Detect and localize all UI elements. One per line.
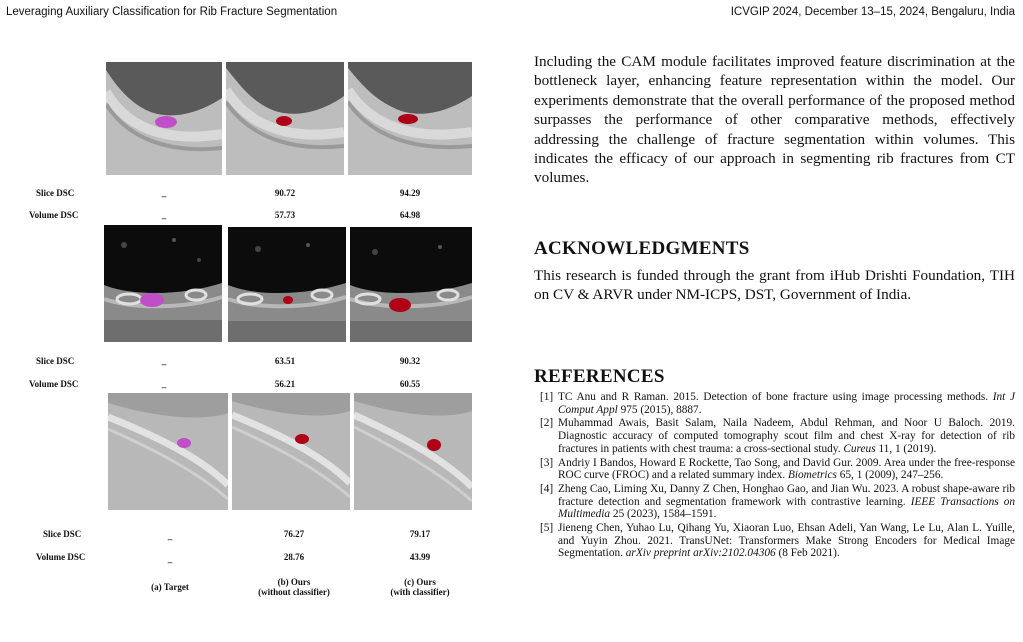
- value-r3-volume-b: 28.76: [283, 552, 305, 562]
- pred-mask-c1: [398, 114, 418, 124]
- metric-label-slice: Slice DSC: [36, 188, 75, 198]
- metric-label-volume: Volume DSC: [29, 379, 79, 389]
- scan-row1-ours-cls: [348, 62, 472, 175]
- pred-mask-c2: [389, 298, 411, 312]
- metric-label-volume: Volume DSC: [36, 552, 86, 562]
- scan-row2-ours-no-cls: [228, 227, 346, 342]
- reference-item: [2] Muhammad Awais, Basit Salam, Naila Nadeem, Abdul Rehman, and Noor U Baloch. 2019. Diagnostic accuracy of computed tomography scout film and chest X-ray for detection of rib fractures in patients with chest trauma: a cross-sectional study. Cureus 11, 1 (2019).: [540, 417, 1015, 455]
- value-r2-volume-c: 60.55: [399, 379, 421, 389]
- scan-row3-ours-cls: [354, 393, 472, 510]
- scan-row2-ours-cls: [350, 227, 472, 342]
- reference-item: [4] Zheng Cao, Liming Xu, Danny Z Chen, Honghao Gao, and Jian Wu. 2023. A robust shape-aware rib fracture detection and segmentation framework with contrastive learning. IEEE Transactions on Multimedia 25 (2023), 1584–1591.: [540, 483, 1015, 521]
- value-r1-volume-b: 57.73: [274, 210, 296, 220]
- value-r2-volume-b: 56.21: [274, 379, 296, 389]
- scan-row2-target: [104, 225, 222, 342]
- reference-item: [5] Jieneng Chen, Yuhao Lu, Qihang Yu, Xiaoran Luo, Ehsan Adeli, Yan Wang, Le Lu, Alan L. Yuille, and Yuyin Zhou. 2021. TransUNet: Transformers Make Strong Encoders for Medical Image Segmentation. arXiv preprint arXiv:2102.04306 (8 Feb 2021).: [540, 522, 1015, 560]
- pred-mask-c3: [427, 439, 441, 451]
- scan-row1-target: [106, 62, 222, 175]
- value-r2-slice-a: _: [161, 356, 167, 366]
- value-r2-slice-c: 90.32: [399, 356, 421, 366]
- references-heading: REFERENCES: [534, 366, 665, 387]
- reference-list: [534, 391, 1015, 561]
- value-r1-slice-a: _: [161, 188, 167, 198]
- value-r1-slice-c: 94.29: [399, 188, 421, 198]
- caption-with-classifier: (c) Ours (with classifier): [390, 577, 450, 597]
- value-r2-volume-a: _: [161, 379, 167, 389]
- scan-row3-target: [108, 393, 228, 510]
- reference-item: [3] Andriy I Bandos, Howard E Rockette, Tao Song, and David Gur. 2009. Area under the free-response ROC curve (FROC) and a related summary index. Biometrics 65, 1 (2009), 247–256.: [540, 456, 1015, 482]
- pred-mask-b3: [295, 434, 309, 444]
- scan-row3-ours-no-cls: [232, 393, 350, 510]
- running-header-title: Leveraging Auxiliary Classification for Rib Fracture Segmentation: [6, 6, 338, 18]
- acknowledgments-text: This research is funded through the grant from iHub Drishti Foundation, TIH on CV & ARVR under NM-ICPS, DST, Government of India.: [534, 267, 1015, 304]
- caption-without-classifier: (b) Ours (without classifier): [258, 577, 330, 597]
- metric-label-slice: Slice DSC: [36, 356, 75, 366]
- target-mask-3: [177, 438, 191, 448]
- caption-target: (a) Target: [151, 582, 189, 592]
- running-header-venue: ICVGIP 2024, December 13–15, 2024, Bengaluru, India: [730, 6, 1015, 18]
- value-r3-slice-a: _: [167, 531, 173, 541]
- value-r3-slice-b: 76.27: [283, 529, 305, 539]
- reference-item: [1] TC Anu and R Raman. 2015. Detection of bone fracture using image processing methods. Int J Comput Appl 975 (2015), 8887.: [540, 391, 1015, 416]
- results-figure: [0, 0, 500, 642]
- value-r3-slice-c: 79.17: [409, 529, 431, 539]
- pred-mask-b2: [283, 296, 293, 304]
- scan-row1-ours-no-cls: [226, 62, 344, 175]
- value-r3-volume-c: 43.99: [409, 552, 431, 562]
- value-r2-slice-b: 63.51: [274, 356, 296, 366]
- body-paragraph: Including the CAM module facilitates improved feature discrimination at the bottleneck layer, enhancing feature representation within the model. Our experiments demonstrate that the overall performance of the proposed method surpasses the performance of other comparative methods, effectively addressing the challenge of fracture segmentation within volumes. This indicates the efficacy of our approach in segmenting rib fractures from CT volumes.: [534, 53, 1015, 187]
- value-r1-volume-c: 64.98: [399, 210, 421, 220]
- value-r1-slice-b: 90.72: [274, 188, 296, 198]
- target-mask-2: [140, 293, 164, 307]
- acknowledgments-heading: ACKNOWLEDGMENTS: [534, 238, 750, 259]
- metric-label-volume: Volume DSC: [29, 210, 79, 220]
- value-r1-volume-a: _: [161, 210, 167, 220]
- metric-label-slice: Slice DSC: [43, 529, 82, 539]
- target-mask-1: [155, 116, 177, 128]
- value-r3-volume-a: _: [167, 554, 173, 564]
- pred-mask-b1: [276, 116, 292, 126]
